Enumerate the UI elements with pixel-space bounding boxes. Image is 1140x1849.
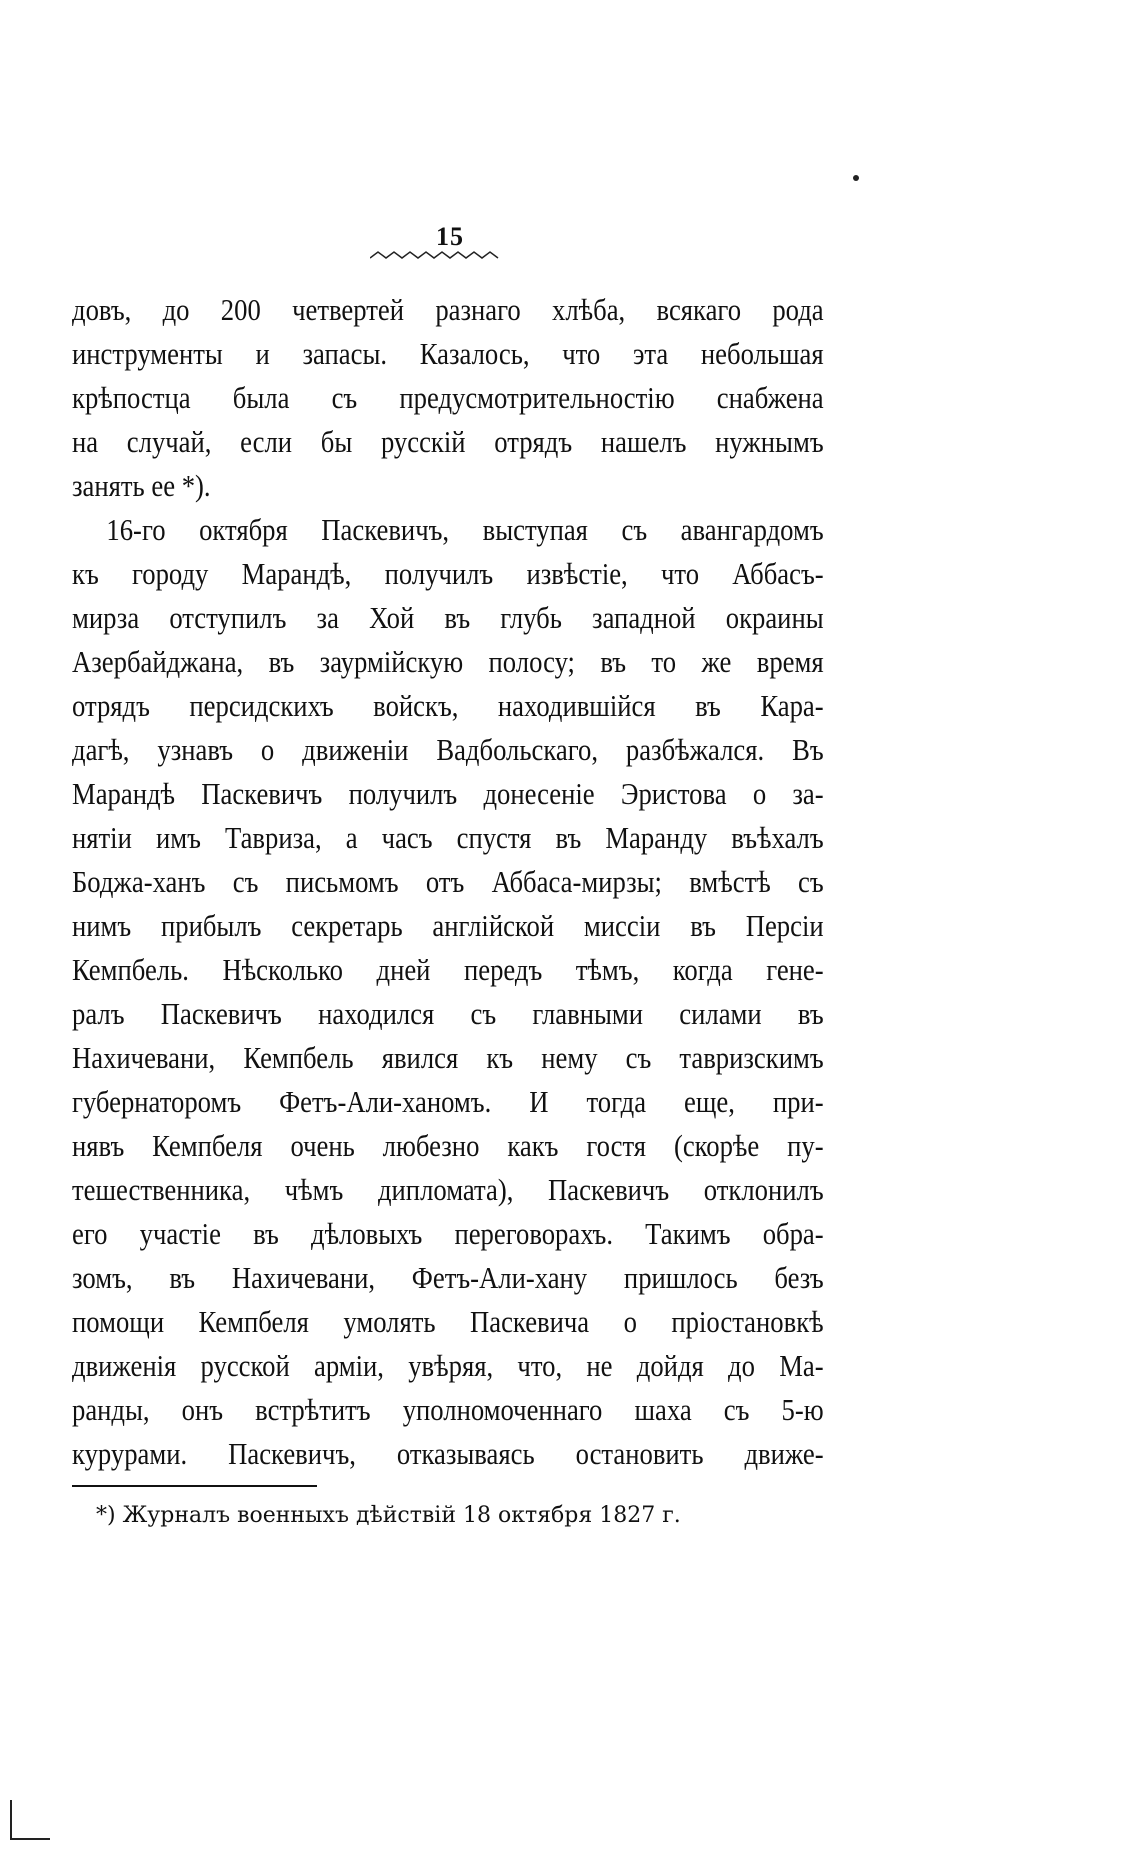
text-line: зомъ, въ Нахичевани, Фетъ-Али-хану пришлось безъ bbox=[72, 1260, 824, 1295]
text-line: губернаторомъ Фетъ-Али-ханомъ. И тогда еще, при- bbox=[72, 1084, 824, 1119]
footnote: *) Журналъ военныхъ дѣйствій 18 октября 1827 г. bbox=[96, 1503, 681, 1528]
scan-edge-line bbox=[10, 1800, 12, 1840]
text-line: нятіи имъ Тавриза, а часъ спустя въ Маранду въѣхалъ bbox=[72, 820, 824, 855]
text-line: на случай, если бы русскій отрядъ нашелъ нужнымъ bbox=[72, 424, 824, 459]
text-line: нявъ Кемпбеля очень любезно какъ гостя (скорѣе пу- bbox=[72, 1128, 824, 1163]
text-line: дагѣ, узнавъ о движеніи Вадбольскаго, разбѣжался. Въ bbox=[72, 732, 824, 767]
text-line: ранды, онъ встрѣтитъ уполномоченнаго шаха съ 5-ю bbox=[72, 1392, 824, 1427]
scan-dot bbox=[853, 175, 859, 181]
footnote-rule bbox=[72, 1485, 317, 1487]
text-line: довъ, до 200 четвертей разнаго хлѣба, всякаго рода bbox=[72, 292, 824, 327]
text-line: Марандѣ Паскевичъ получилъ донесеніе Эристова о за- bbox=[72, 776, 824, 811]
scan-edge-line bbox=[10, 1838, 50, 1840]
text-line: крѣпостца была съ предусмотрительностію снабжена bbox=[72, 380, 824, 415]
text-line: къ городу Марандѣ, получилъ извѣстіе, что Аббасъ- bbox=[72, 556, 824, 591]
page-number: 15 bbox=[436, 222, 464, 251]
text-line: Кемпбель. Нѣсколько дней передъ тѣмъ, когда гене- bbox=[72, 952, 824, 987]
text-line: нимъ прибылъ секретарь англійской миссіи въ Персіи bbox=[72, 908, 824, 943]
text-line: курурами. Паскевичъ, отказываясь остановить движе- bbox=[72, 1436, 824, 1471]
text-line: инструменты и запасы. Казалось, что эта небольшая bbox=[72, 336, 824, 371]
text-line: 16-го октября Паскевичъ, выступая съ авангардомъ bbox=[106, 512, 824, 547]
text-line: Нахичевани, Кемпбель явился къ нему съ тавризскимъ bbox=[72, 1040, 824, 1075]
text-line: Боджа-ханъ съ письмомъ отъ Аббаса-мирзы; вмѣстѣ съ bbox=[72, 864, 824, 899]
body-text bbox=[72, 288, 824, 1476]
text-line: занять ее *). bbox=[72, 468, 211, 503]
text-line: ралъ Паскевичъ находился съ главными силами въ bbox=[72, 996, 824, 1031]
text-line: мирза отступилъ за Хой въ глубь западной окраины bbox=[72, 600, 824, 635]
text-line: его участіе въ дѣловыхъ переговорахъ. Такимъ обра- bbox=[72, 1216, 824, 1251]
text-line: отрядъ персидскихъ войскъ, находившійся въ Кара- bbox=[72, 688, 824, 723]
text-line: Азербайджана, въ заурмійскую полосу; въ то же время bbox=[72, 644, 824, 679]
text-line: тешественника, чѣмъ дипломата), Паскевичъ отклонилъ bbox=[72, 1172, 824, 1207]
text-line: движенія русской арміи, увѣряя, что, не дойдя до Ма- bbox=[72, 1348, 824, 1383]
text-line: помощи Кемпбеля умолять Паскевича о пріостановкѣ bbox=[72, 1304, 824, 1339]
ornament-divider bbox=[370, 250, 500, 266]
